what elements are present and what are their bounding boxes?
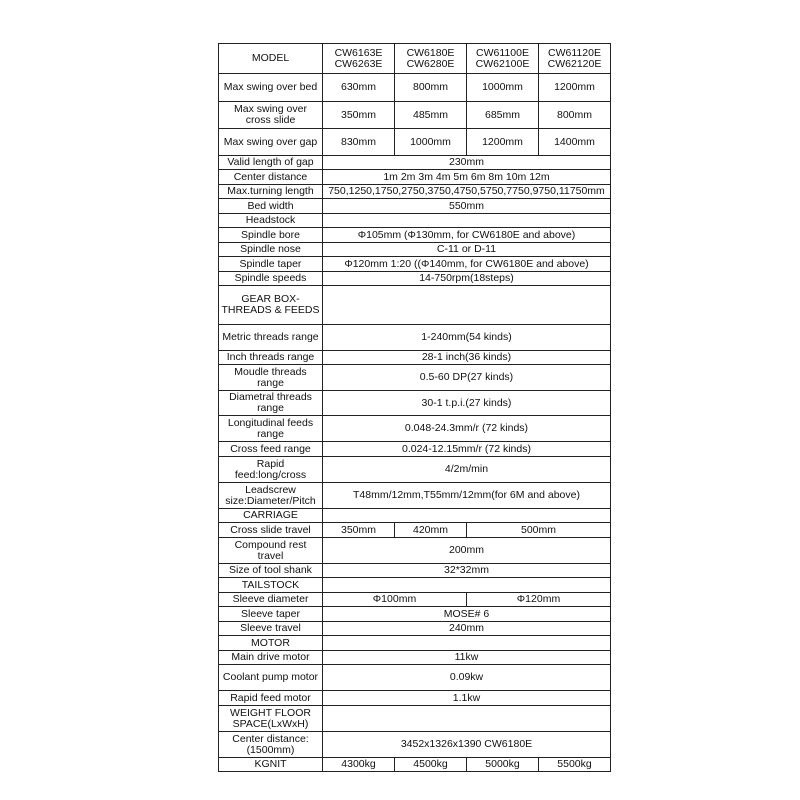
row-value: Φ120mm: [467, 593, 611, 607]
table-row: [219, 156, 611, 170]
table-row: [219, 199, 611, 214]
row-label: Max.turning length: [219, 185, 323, 199]
row-value: 1000mm: [467, 74, 539, 102]
row-value: 800mm: [395, 74, 467, 102]
row-value: 11kw: [323, 651, 611, 665]
table-row: [219, 325, 611, 351]
row-value: 1400mm: [539, 129, 611, 156]
row-value: 350mm: [323, 102, 395, 129]
row-label: Diametral threads range: [219, 391, 323, 416]
row-value: T48mm/12mm,T55mm/12mm(for 6M and above): [323, 483, 611, 509]
row-value: 550mm: [323, 199, 611, 214]
table-row: [219, 622, 611, 636]
table-row: [219, 416, 611, 442]
row-label: Inch threads range: [219, 351, 323, 365]
row-value: [323, 706, 611, 732]
row-value: 4500kg: [395, 758, 467, 772]
row-label: Max swing over cross slide: [219, 102, 323, 129]
row-value: 3452x1326x1390 CW6180E: [323, 732, 611, 758]
row-label: GEAR BOX-THREADS & FEEDS: [219, 286, 323, 325]
row-value: 230mm: [323, 156, 611, 170]
row-value: 5000kg: [467, 758, 539, 772]
row-label: CARRIAGE: [219, 509, 323, 523]
row-value: 1000mm: [395, 129, 467, 156]
row-value: Φ105mm (Φ130mm, for CW6180E and above): [323, 228, 611, 243]
table-row: [219, 523, 611, 538]
row-value: 30-1 t.p.i.(27 kinds): [323, 391, 611, 416]
row-value: 500mm: [467, 523, 611, 538]
row-value: 800mm: [539, 102, 611, 129]
row-value: 200mm: [323, 538, 611, 564]
row-label: Moudle threads range: [219, 365, 323, 391]
row-value: CW6163E CW6263E: [323, 44, 395, 74]
row-value: 5500kg: [539, 758, 611, 772]
row-label: Leadscrew size:Diameter/Pitch: [219, 483, 323, 509]
row-value: CW61120E CW62120E: [539, 44, 611, 74]
row-label: Sleeve travel: [219, 622, 323, 636]
row-label: MODEL: [219, 44, 323, 74]
row-value: MOSE# 6: [323, 607, 611, 622]
table-row: [219, 691, 611, 706]
row-label: WEIGHT FLOOR SPACE(LxWxH): [219, 706, 323, 732]
row-value: 240mm: [323, 622, 611, 636]
table-row: [219, 564, 611, 578]
table-row: [219, 243, 611, 257]
table-row: [219, 538, 611, 564]
row-label: Center distance:(1500mm): [219, 732, 323, 758]
row-label: Spindle speeds: [219, 272, 323, 286]
table-row: [219, 758, 611, 772]
row-value: 0.5-60 DP(27 kinds): [323, 365, 611, 391]
row-value: 750,1250,1750,2750,3750,4750,5750,7750,9750,11750mm: [323, 185, 611, 199]
row-value: 0.09kw: [323, 665, 611, 691]
row-value: 830mm: [323, 129, 395, 156]
row-label: TAILSTOCK: [219, 578, 323, 593]
row-label: MOTOR: [219, 636, 323, 651]
spec-table-body: [219, 44, 611, 772]
row-value: 1200mm: [539, 74, 611, 102]
row-label: Bed width: [219, 199, 323, 214]
row-value: [323, 214, 611, 228]
row-label: KGNIT: [219, 758, 323, 772]
row-value: 350mm: [323, 523, 395, 538]
row-value: Φ120mm 1:20 ((Φ140mm, for CW6180E and above): [323, 257, 611, 272]
row-label: Sleeve diameter: [219, 593, 323, 607]
row-label: Size of tool shank: [219, 564, 323, 578]
row-value: 32*32mm: [323, 564, 611, 578]
row-label: Max swing over bed: [219, 74, 323, 102]
row-value: 4/2m/min: [323, 457, 611, 483]
row-label: Compound rest travel: [219, 538, 323, 564]
row-value: 1200mm: [467, 129, 539, 156]
row-label: Main drive motor: [219, 651, 323, 665]
row-value: 14-750rpm(18steps): [323, 272, 611, 286]
row-label: Rapid feed motor: [219, 691, 323, 706]
row-label: Headstock: [219, 214, 323, 228]
table-row: [219, 578, 611, 593]
table-row: [219, 286, 611, 325]
table-row: [219, 651, 611, 665]
table-row: [219, 732, 611, 758]
row-value: CW6180E CW6280E: [395, 44, 467, 74]
row-label: Spindle taper: [219, 257, 323, 272]
table-row: [219, 170, 611, 185]
row-label: Center distance: [219, 170, 323, 185]
row-value: [323, 578, 611, 593]
row-label: Coolant pump motor: [219, 665, 323, 691]
row-label: Longitudinal feeds range: [219, 416, 323, 442]
row-value: CW61100E CW62100E: [467, 44, 539, 74]
table-row: [219, 607, 611, 622]
row-label: Cross feed range: [219, 442, 323, 457]
spec-table: [218, 43, 611, 772]
row-label: Spindle nose: [219, 243, 323, 257]
row-value: C-11 or D-11: [323, 243, 611, 257]
row-label: Max swing over gap: [219, 129, 323, 156]
table-row: [219, 706, 611, 732]
row-value: 4300kg: [323, 758, 395, 772]
table-row: [219, 593, 611, 607]
row-value: 485mm: [395, 102, 467, 129]
row-label: Sleeve taper: [219, 607, 323, 622]
table-row: [219, 185, 611, 199]
table-row: [219, 665, 611, 691]
row-label: Metric threads range: [219, 325, 323, 351]
row-value: 1m 2m 3m 4m 5m 6m 8m 10m 12m: [323, 170, 611, 185]
row-value: 0.024-12.15mm/r (72 kinds): [323, 442, 611, 457]
table-row: [219, 351, 611, 365]
table-row: [219, 365, 611, 391]
row-value: [323, 286, 611, 325]
row-value: Φ100mm: [323, 593, 467, 607]
row-value: 1-240mm(54 kinds): [323, 325, 611, 351]
row-label: Spindle bore: [219, 228, 323, 243]
table-row: [219, 44, 611, 74]
table-row: [219, 102, 611, 129]
table-row: [219, 272, 611, 286]
row-value: [323, 509, 611, 523]
table-row: [219, 74, 611, 102]
table-row: [219, 509, 611, 523]
row-value: 1.1kw: [323, 691, 611, 706]
row-value: 28-1 inch(36 kinds): [323, 351, 611, 365]
table-row: [219, 442, 611, 457]
row-value: 685mm: [467, 102, 539, 129]
table-row: [219, 636, 611, 651]
table-row: [219, 214, 611, 228]
table-row: [219, 391, 611, 416]
row-value: [323, 636, 611, 651]
table-row: [219, 257, 611, 272]
table-row: [219, 457, 611, 483]
row-label: Rapid feed:long/cross: [219, 457, 323, 483]
table-row: [219, 483, 611, 509]
row-label: Cross slide travel: [219, 523, 323, 538]
row-value: 0.048-24.3mm/r (72 kinds): [323, 416, 611, 442]
table-row: [219, 129, 611, 156]
row-value: 420mm: [395, 523, 467, 538]
row-value: 630mm: [323, 74, 395, 102]
row-label: Valid length of gap: [219, 156, 323, 170]
table-row: [219, 228, 611, 243]
